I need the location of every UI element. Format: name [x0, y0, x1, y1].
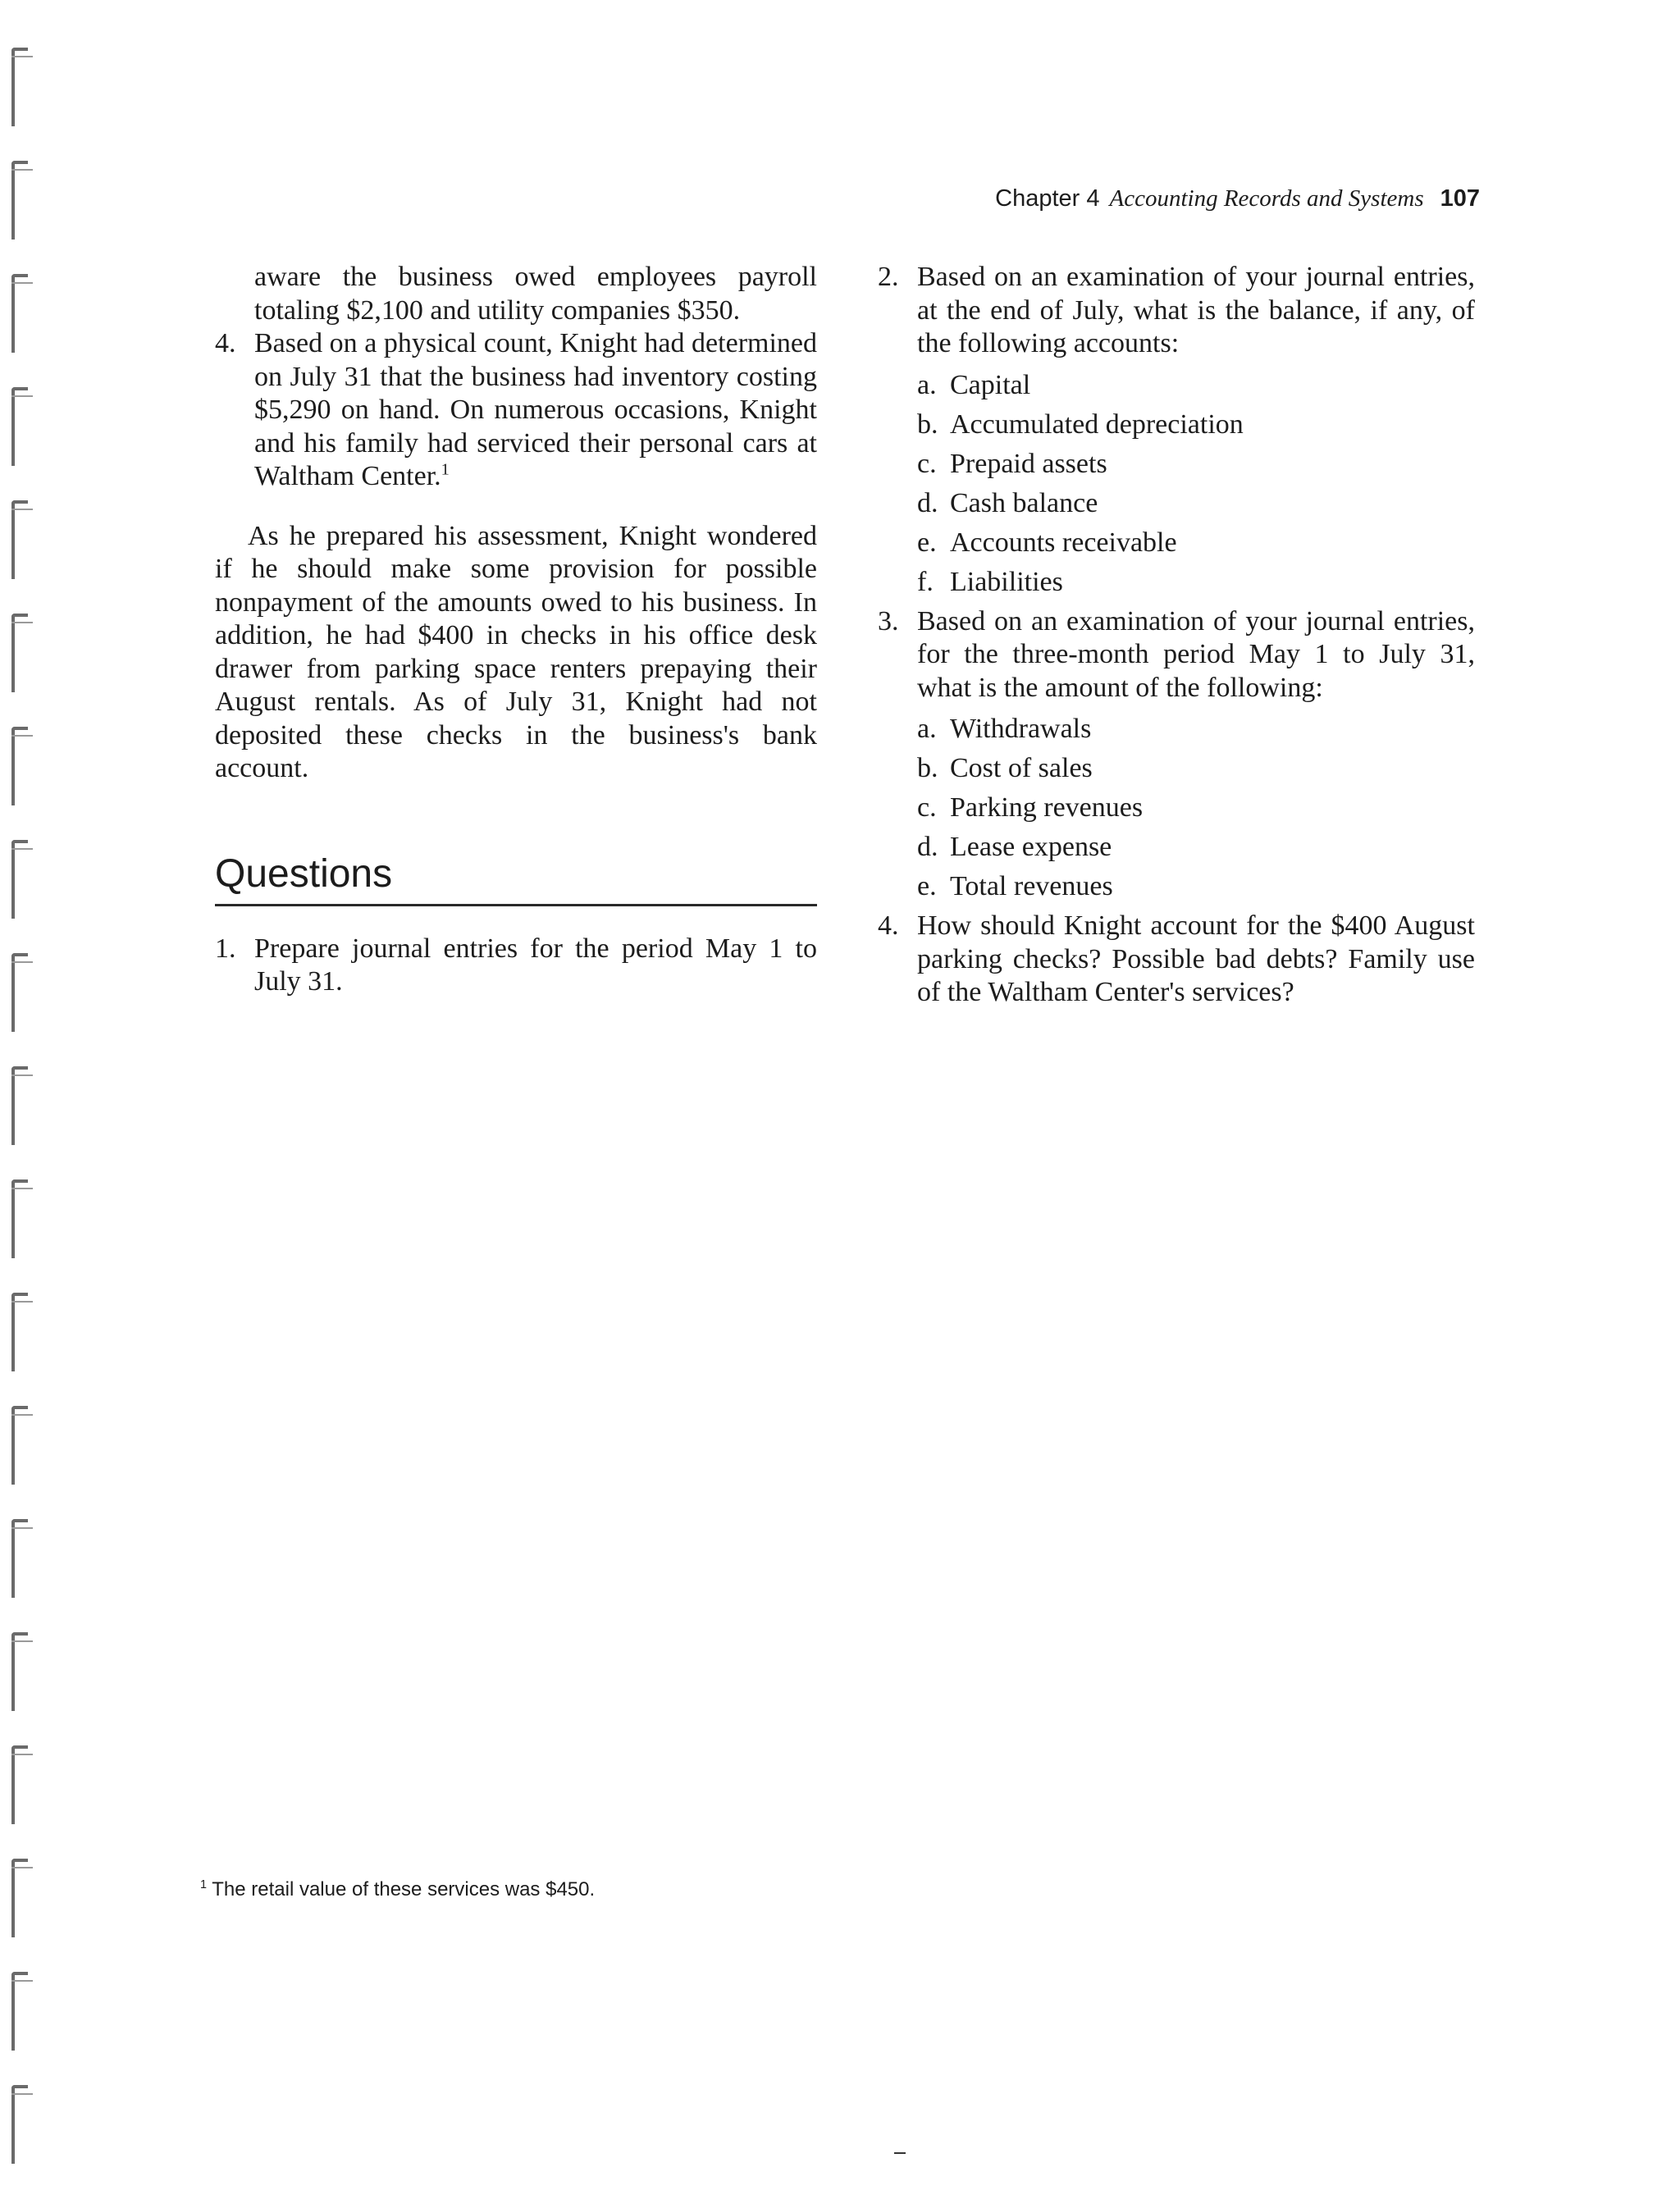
question-2-sublist: [878, 366, 1475, 602]
chapter-label: Chapter 4: [995, 185, 1100, 212]
chapter-title: Accounting Records and Systems: [1109, 185, 1424, 212]
list-item-4: [215, 327, 817, 494]
page-mark: [894, 2152, 906, 2154]
question-text: Based on an examination of your journal entries, at the end of July, what is the balance, if any, of the following accounts:: [917, 262, 1475, 358]
questions-heading: Questions: [215, 851, 817, 906]
binding-mark: [11, 161, 28, 240]
binding-mark: [11, 1632, 28, 1711]
binding-mark: [11, 1406, 28, 1485]
question-number: 2.: [878, 262, 899, 292]
question-number: 4.: [878, 910, 899, 941]
binding-mark: [11, 1179, 28, 1258]
footnote-marker: 1: [200, 1878, 208, 1891]
right-column: [878, 261, 1475, 1010]
continuation-text: aware the business owed employees payroll totaling $2,100 and utility companies $350.: [254, 262, 817, 326]
binding-mark: [11, 1293, 28, 1371]
question-text: How should Knight account for the $400 August parking checks? Possible bad debts? Family use of the Waltham Center's services?: [917, 910, 1475, 1007]
binding-mark: [11, 1859, 28, 1937]
page-number: 107: [1440, 185, 1480, 212]
item-number: 4.: [215, 328, 236, 358]
binding-mark: [11, 48, 28, 126]
item-text: Based on a physical count, Knight had determined on July 31 that the business had inventory costing $5,290 on hand. On numerous occasions, Knight and his family had serviced their personal cars at Waltham Center.: [254, 328, 817, 491]
binding-mark: [11, 727, 28, 805]
question-number: 3.: [878, 605, 899, 636]
list-item: e. Total revenues: [917, 871, 1113, 901]
list-item: c. Parking revenues: [917, 792, 1144, 823]
binding-mark: [11, 387, 28, 466]
binding-mark: [11, 953, 28, 1032]
binding-mark: [11, 1972, 28, 2051]
body-paragraph: As he prepared his assessment, Knight wondered if he should make some provision for possible nonpayment of the amounts owed to his business. In addition, he had $400 in checks in his office desk drawer from parking space renters prepaying their August rentals. As of July 31, Knight had not deposited these checks in the business's bank account.: [215, 520, 817, 783]
question-number: 1.: [215, 933, 236, 964]
question-4: [878, 910, 1475, 1010]
list-item: e. Accounts receivable: [917, 527, 1177, 558]
list-item: d. Lease expense: [917, 832, 1112, 862]
question-1: [215, 933, 817, 999]
question-3-sublist: [878, 709, 1475, 906]
list-item: b. Cost of sales: [917, 753, 1093, 783]
binding-mark: [11, 614, 28, 692]
footnote: [200, 1878, 595, 1901]
binding-mark: [11, 1066, 28, 1145]
binding-mark: [11, 1519, 28, 1598]
binding-mark: [11, 500, 28, 579]
running-head: [995, 185, 1480, 212]
question-3: [878, 605, 1475, 705]
question-text: Based on an examination of your journal entries, for the three-month period May 1 to July 31, what is the amount of the following:: [917, 605, 1475, 703]
question-text: Prepare journal entries for the period May 1 to July 31.: [254, 933, 817, 997]
binding-mark: [11, 274, 28, 353]
list-item: f. Liabilities: [917, 566, 1063, 597]
binding-mark: [11, 2085, 28, 2164]
list-item: d. Cash balance: [917, 487, 1098, 518]
footnote-marker: 1: [441, 460, 450, 479]
binding-mark: [11, 840, 28, 919]
footnote-text: The retail value of these services was $450.: [212, 1878, 596, 1900]
list-item: a. Withdrawals: [917, 714, 1092, 744]
binding-mark: [11, 1745, 28, 1824]
list-item: a. Capital: [917, 369, 1031, 400]
list-item: c. Prepaid assets: [917, 448, 1107, 479]
left-column: [215, 261, 817, 999]
question-2: [878, 261, 1475, 361]
list-item: b. Accumulated depreciation: [917, 408, 1244, 440]
